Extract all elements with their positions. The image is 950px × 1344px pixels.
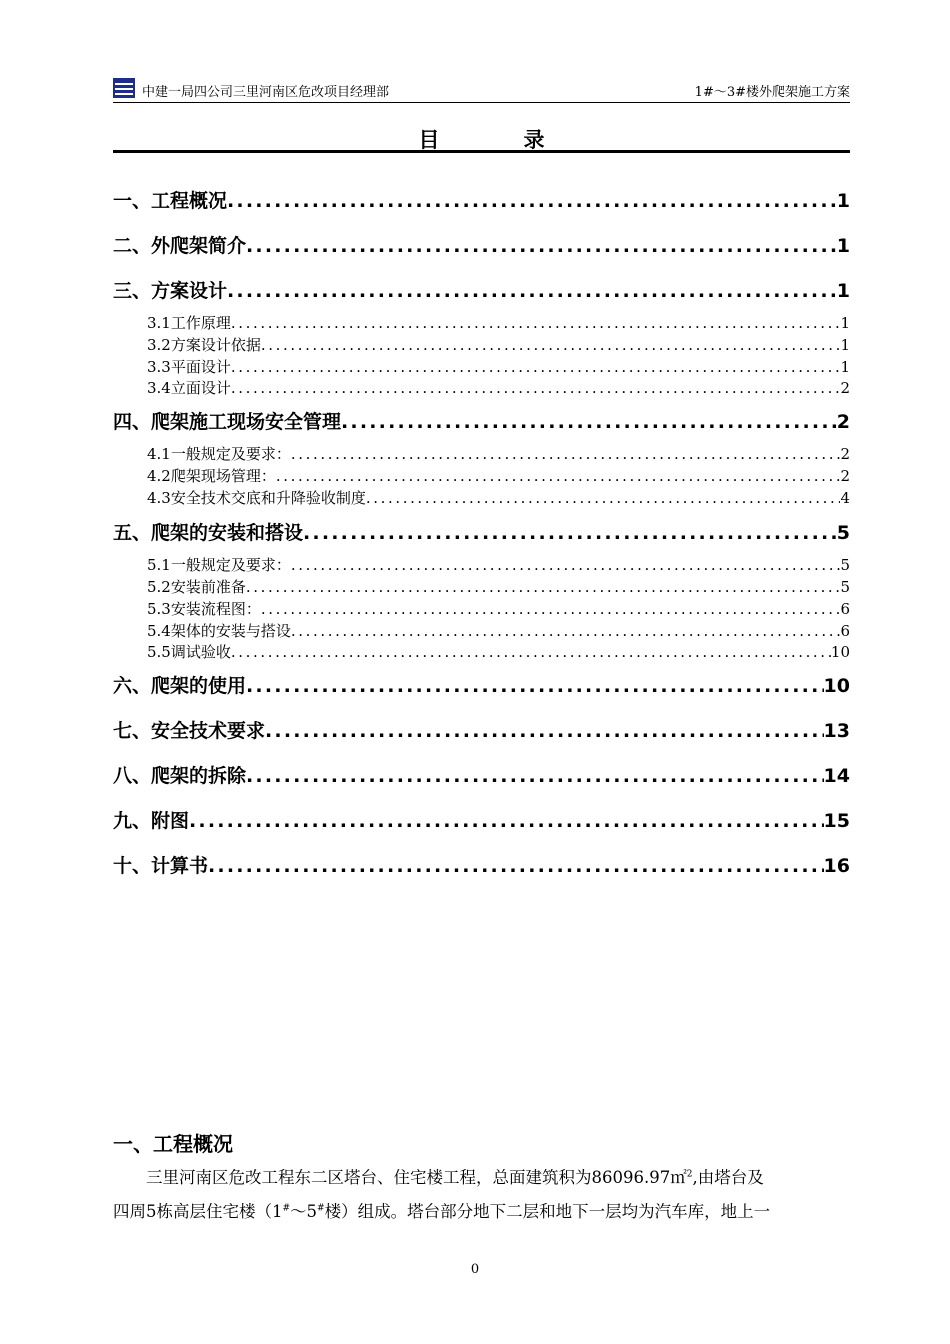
toc-entry[interactable]: 三、方案设计 ..... 1 [113,276,850,303]
toc-entry[interactable]: 二、外爬架简介 ..... 1 [113,231,850,258]
toc-subentry[interactable]: 5.1一般规定及要求： ..... 5 [147,554,850,575]
toc-subentry[interactable]: 5.3安装流程图： ..... 6 [147,598,850,619]
toc-subentry[interactable]: 3.1工作原理 ..... 1 [147,312,850,333]
toc-subentry[interactable]: 5.2安装前准备 ..... 5 [147,576,850,597]
toc-entry[interactable]: 九、附图 ..... 15 [113,806,850,833]
title-divider [113,150,850,153]
body-paragraph-line: 四周5栋高层住宅楼（1#～5#楼）组成。塔台部分地下二层和地下一层均为汽车库，地上一 [113,1202,771,1221]
company-logo-icon [113,78,135,98]
toc-title-second: 录 [523,127,545,152]
toc-entry[interactable]: 四、爬架施工现场安全管理 ..... 2 [113,407,850,434]
toc-subentry[interactable]: 5.4架体的安装与搭设 ..... 6 [147,620,850,641]
toc-subentry[interactable]: 3.4立面设计 ..... 2 [147,377,850,398]
toc-entry[interactable]: 六、爬架的使用 ..... 10 [113,671,850,698]
toc-entry[interactable]: 五、爬架的安装和搭设 ..... 5 [113,518,850,545]
toc-entry[interactable]: 八、爬架的拆除 ..... 14 [113,761,850,788]
page-number: 0 [470,1262,480,1277]
toc-subentry[interactable]: 5.5调试验收 ..... 10 [147,641,850,662]
toc-subentry[interactable]: 3.3平面设计 ..... 1 [147,356,850,377]
header-divider [113,102,850,103]
toc-subentry[interactable]: 4.2爬架现场管理： ..... 2 [147,465,850,486]
toc-subentry[interactable]: 4.1一般规定及要求： ..... 2 [147,443,850,464]
toc-subentry[interactable]: 4.3安全技术交底和升降验收制度 ..... 4 [147,487,850,508]
header-document-title: 1#～3#楼外爬架施工方案 [694,85,850,100]
toc-title-first: 目 [418,127,440,152]
section-heading: 一、工程概况 [113,1132,233,1156]
toc-subentry[interactable]: 3.2方案设计依据 ..... 1 [147,334,850,355]
page-header [113,76,850,102]
toc-entry[interactable]: 七、安全技术要求 ..... 13 [113,716,850,743]
toc-entry[interactable]: 十、计算书 ..... 16 [113,851,850,878]
toc-entry[interactable]: 一、工程概况 ..... 1 [113,186,850,213]
body-paragraph-line: 三里河南区危改工程东二区塔台、住宅楼工程，总面建筑积为86096.97㎡$^2$,由塔台及 [146,1168,764,1187]
header-organization: 中建一局四公司三里河南区危改项目经理部 [142,85,390,100]
